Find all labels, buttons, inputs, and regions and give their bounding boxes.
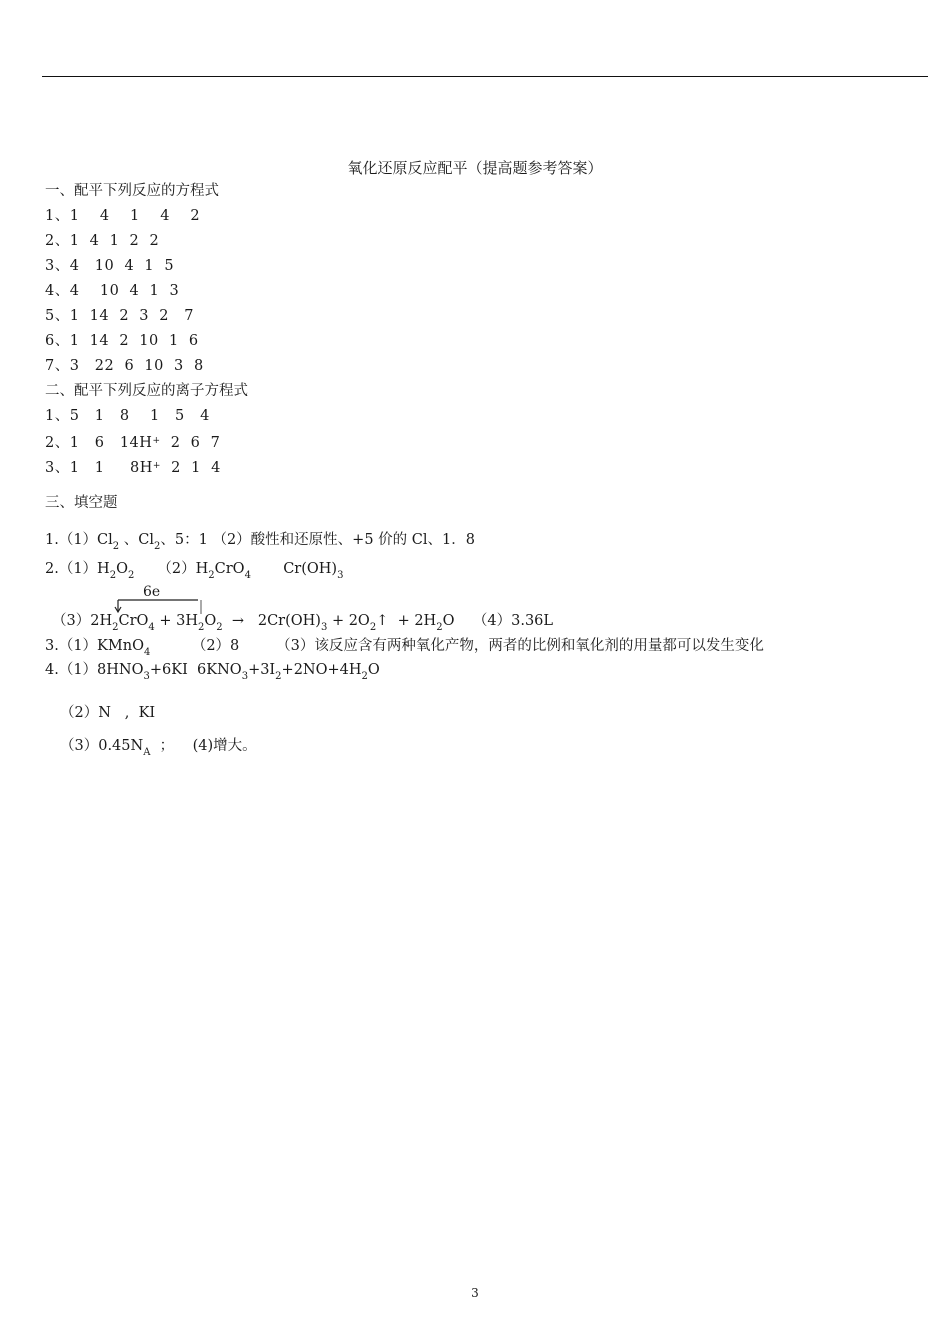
section1-heading: 一、配平下列反应的方程式 xyxy=(45,183,219,199)
answer-line: 4、4 10 4 1 3 xyxy=(45,283,180,299)
answer-line: 6、1 14 2 10 1 6 xyxy=(45,333,199,349)
ion-answer-line: 1、5 1 8 1 5 4 xyxy=(45,408,210,424)
question-3-answer: 3.（1）KMnO$_4$ （2）8 （3）该反应含有两种氧化产物，两者的比例和氧化剂的用量都可以发生变化 xyxy=(45,638,764,658)
answer-line: 5、1 14 2 3 2 7 xyxy=(45,308,195,324)
answer-line: 1、1 4 1 4 2 xyxy=(45,208,201,224)
ion-answer-line: 2、1 6 14H+ 2 6 7 xyxy=(45,435,221,451)
electron-transfer-arrow xyxy=(112,586,212,614)
header-rule xyxy=(42,76,928,77)
answer-line: 3、4 10 4 1 5 xyxy=(45,258,175,274)
answer-line: 2、1 4 1 2 2 xyxy=(45,233,160,249)
electron-transfer-label: 6e xyxy=(143,584,161,600)
page-number: 3 xyxy=(471,1286,479,1300)
section3-heading: 三、填空题 xyxy=(45,495,118,511)
question-4-part2: （2）N , KI xyxy=(60,705,156,721)
question-4-part3: $(3)0.45N_A$ ； (4)增大。 xyxy=(60,738,257,758)
ion-answer-line: 3、1 1 8H+ 2 1 4 xyxy=(45,460,221,476)
document-title: 氧化还原反应配平（提高题参考答案） xyxy=(347,159,603,177)
section2-heading: 二、配平下列反应的离子方程式 xyxy=(45,383,248,399)
question-2-answer: $2.(1)H_2O_2$ $(2)H_2CrO_4$ $Cr(OH)_3$ xyxy=(45,561,344,581)
answer-line: 7、3 22 6 10 3 8 xyxy=(45,358,204,374)
question-1-answer: $1.(1)Cl_2$ 、$Cl_2$、5：1 （2）酸性和还原性、+5 价的 Cl、1．8 xyxy=(45,532,475,552)
redox-equation: $(3)2H_2CrO_4 + 3H_2O_2 \to 2Cr(OH)_3$ + $2O_2↑ + 2H_2O$ （4）3.36L xyxy=(52,613,554,633)
question-4-answer: $4.(1)8HNO_3+6KI$ $6KNO_3+3I_2+2NO+4H_2O$ xyxy=(45,662,380,682)
